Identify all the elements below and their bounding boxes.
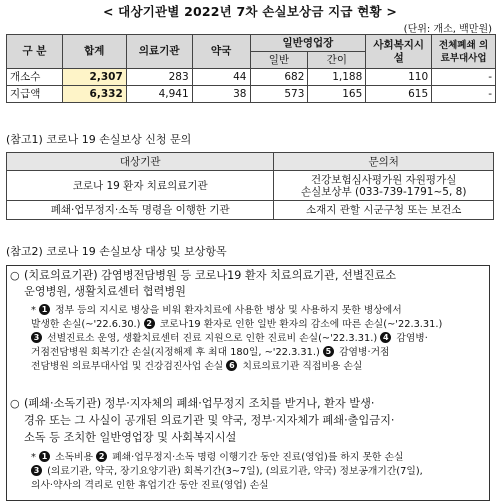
target-cell: 코로나 19 환자 치료의료기관 — [7, 171, 274, 201]
header-business-simple: 간이 — [308, 52, 366, 69]
detail-text: 감염병·거점 — [335, 347, 390, 358]
header-medical: 의료기관 — [126, 35, 192, 69]
detail-line — [31, 346, 442, 360]
contact-line: 손실보상부 (033-739-1791~5, 8) — [300, 185, 467, 198]
detail-line — [31, 479, 423, 493]
circled-number: 3 — [31, 465, 42, 476]
detail-text: 발생한 손실(~'22.6.30.) — [31, 319, 144, 330]
detail-text: 전담병원 의료부대사업 및 건강검진사업 손실 — [31, 361, 227, 372]
detail-text: 거점전담병원 회복기간 손실(지정해제 후 최대 180일, ~'22.3.31.) — [31, 347, 323, 358]
row-label: 지급액 — [7, 86, 63, 103]
circled-number: 4 — [380, 332, 391, 343]
cell-welfare: 615 — [366, 86, 432, 103]
table-row — [7, 171, 494, 201]
circled-number: 1 — [39, 304, 50, 315]
header-target: 대상기관 — [7, 153, 274, 171]
contact-cell: 소재지 관할 시군구청 또는 보건소 — [274, 201, 494, 220]
table-row — [7, 86, 496, 103]
header-contact: 문의처 — [274, 153, 494, 171]
detail-text: 소독비용 — [52, 452, 97, 463]
detail-text: 감염병· — [393, 333, 428, 344]
cell-simple: 165 — [308, 86, 366, 103]
ref1-title: (참고1) 코로나 19 손실보상 신청 문의 — [6, 133, 192, 146]
header-pharmacy: 약국 — [192, 35, 250, 69]
cell-medical: 283 — [126, 69, 192, 86]
detail-line — [31, 465, 423, 479]
cell-general: 573 — [250, 86, 308, 103]
section2-line: 소독 등 조치한 일반영업장 및 사회복지시설 — [24, 431, 237, 444]
section1-details — [31, 304, 442, 374]
section2-line: (폐쇄·소독기관) 정부·지자체의 폐쇄·업무정지 조치를 받거나, 환자 발생· — [24, 397, 375, 410]
detail-text: (의료기관, 약국, 장기요양기관) 회복기간(3~7일), (의료기관, 약국) 정보공개기간(7일), — [44, 466, 423, 477]
circled-number: 6 — [226, 360, 237, 371]
detail-line — [31, 360, 442, 374]
detail-text: * — [31, 452, 40, 463]
header-welfare: 사회복지시설 — [366, 35, 432, 69]
inquiry-table — [6, 152, 494, 220]
detail-text: 정부 등의 지시로 병상을 비워 환자치료에 사용한 병상 및 사용하지 못한 병상에서 — [52, 305, 402, 316]
cell-closed: - — [432, 86, 496, 103]
detail-text: 폐쇄·업무정지·소독 명령 이행기간 동안 진료(영업)를 하지 못한 손실 — [109, 452, 404, 463]
header-category: 구 분 — [7, 35, 63, 69]
detail-text: 선별진료소 운영, 생활치료센터 진료 지원으로 인한 진료비 손실(~'22.3.31.) — [44, 333, 381, 344]
detail-line — [31, 332, 442, 346]
payment-status-table — [6, 34, 496, 103]
detail-text: * — [31, 305, 40, 316]
detail-line — [31, 318, 442, 332]
section2-details — [31, 451, 423, 493]
section1-line: (치료의료기관) 감염병전담병원 등 코로나19 환자 치료의료기관, 선별진료소 — [24, 269, 397, 282]
detail-line — [31, 304, 442, 318]
cell-total: 2,307 — [62, 69, 126, 86]
bullet-circle: ○ — [10, 269, 20, 282]
detail-text: 치료의료기관 직접비용 손실 — [239, 361, 363, 372]
table-row — [7, 69, 496, 86]
cell-pharmacy: 44 — [192, 69, 250, 86]
detail-text: 의사·약사의 격리로 인한 휴업기간 동안 진료(영업) 손실 — [31, 480, 269, 491]
circled-number: 5 — [323, 346, 334, 357]
cell-simple: 1,188 — [308, 69, 366, 86]
cell-welfare: 110 — [366, 69, 432, 86]
circled-number: 1 — [39, 451, 50, 462]
header-total: 합계 — [62, 35, 126, 69]
row-label: 개소수 — [7, 69, 63, 86]
section2-line: 경유 또는 그 사실이 공개된 의료기관 및 약국, 정부·지자체가 폐쇄·출입금지· — [24, 414, 395, 427]
header-business: 일반영업장 — [250, 35, 366, 52]
circled-number: 3 — [31, 332, 42, 343]
contact-line: 건강보험심사평가원 자원평가실 — [311, 173, 457, 186]
target-cell: 폐쇄·업무정지·소독 명령을 이행한 기관 — [7, 201, 274, 220]
cell-medical: 4,941 — [126, 86, 192, 103]
cell-closed: - — [432, 69, 496, 86]
table-row — [7, 201, 494, 220]
bullet-circle: ○ — [10, 397, 20, 410]
ref2-title: (참고2) 코로나 19 손실보상 대상 및 보상항목 — [6, 245, 227, 258]
contact-cell — [274, 171, 494, 201]
cell-total: 6,332 — [62, 86, 126, 103]
detail-text: 코로나19 환자로 인한 일반 환자의 감소에 따른 손실(~'22.3.31.) — [156, 319, 443, 330]
circled-number: 2 — [96, 451, 107, 462]
header-business-general: 일반 — [250, 52, 308, 69]
section1-line: 운영병원, 생활치료센터 협력병원 — [24, 285, 186, 298]
header-closed: 전체폐쇄 의료부대사업 — [432, 35, 496, 69]
unit-note: (단위: 개소, 백만원) — [403, 24, 492, 35]
page-title: < 대상기관별 2022년 7차 손실보상금 지급 현황 > — [102, 4, 398, 19]
compensation-box — [6, 265, 490, 501]
cell-pharmacy: 38 — [192, 86, 250, 103]
detail-line — [31, 451, 423, 465]
cell-general: 682 — [250, 69, 308, 86]
circled-number: 2 — [144, 318, 155, 329]
